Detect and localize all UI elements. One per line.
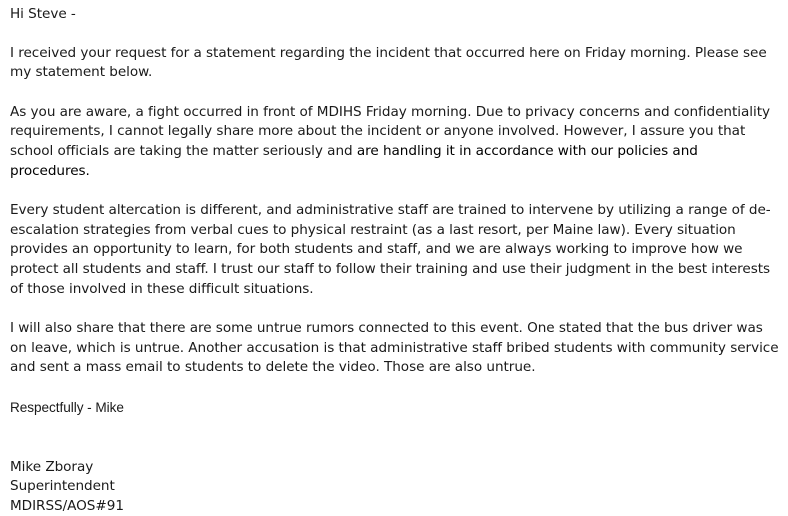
greeting: Hi Steve -: [10, 5, 780, 25]
signature-title: Superintendent: [10, 477, 780, 497]
signature-block: [10, 458, 780, 516]
signoff: Respectfully - Mike: [10, 398, 780, 418]
email-body: [10, 5, 780, 516]
paragraph-request: I received your request for a statement regarding the incident that occurred here on Friday morning. Please see my statement below.: [10, 44, 780, 83]
paragraph-incident: [10, 103, 780, 181]
paragraph-rumors: I will also share that there are some untrue rumors connected to this event. One stated that the bus driver was on leave, which is untrue. Another accusation is that administrative staff bribed students with community service and sent a mass email to students to delete the video. Those are also untrue.: [10, 319, 780, 378]
signature-name: Mike Zboray: [10, 458, 780, 478]
paragraph-incident-text: As you are aware, a fight occurred in front of MDIHS Friday morning. Due to privacy concerns and confidentiality requirements, I cannot legally share more about the incident or anyone involved. However, I assure you that school officials are taking the matter seriously and: [10, 104, 770, 159]
paragraph-incident-emphasis: are handling it in accordance with our policies and procedures.: [10, 143, 698, 179]
signature-organization: MDIRSS/AOS#91: [10, 497, 780, 516]
paragraph-altercation: Every student altercation is different, and administrative staff are trained to intervene by utilizing a range of de-escalation strategies from verbal cues to physical restraint (as a last resort, per Maine law). Every situation provides an opportunity to learn, for both students and staff, and we are always working to improve how we protect all students and staff. I trust our staff to follow their training and use their judgment in the best interests of those involved in these difficult situations.: [10, 201, 780, 299]
